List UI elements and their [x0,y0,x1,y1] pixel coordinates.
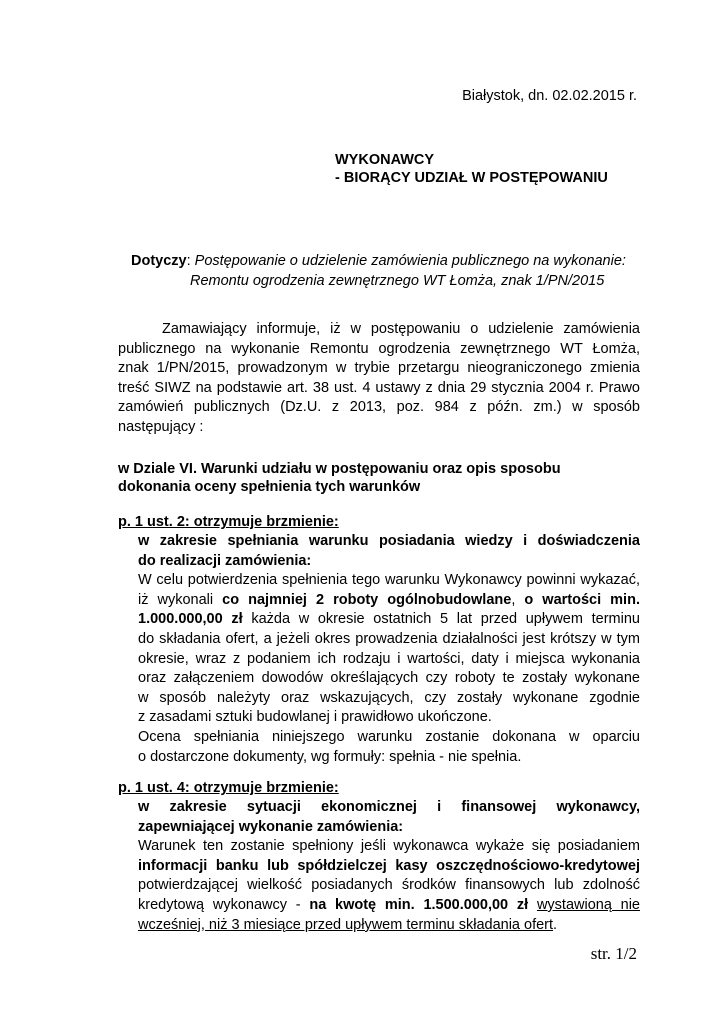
subject-line-1: Postępowanie o udzielenie zamówienia publicznego na wykonanie: [190,253,626,269]
intro-line: treść SIWZ na podstawie art. 38 ust. 4 ustawy z dnia 29 stycznia 2004 r. Prawo [118,379,640,396]
point-1-line: w sposób należyty oraz wskazujących, czy zostały wykonane zgodnie [138,689,640,706]
section-heading-line-1: w Dziale VI. Warunki udziału w postępowaniu oraz opis sposobu [118,461,561,477]
point-1-line: W celu potwierdzenia spełnienia tego warunku Wykonawcy powinni wykazać, [138,572,640,589]
text-run: iż wykonali [138,591,223,608]
point-2-line [138,916,640,936]
point-2-line: Warunek ten zostanie spełniony jeśli wykonawca wykaże się posiadaniem [138,838,640,855]
text-run: każda w okresie ostatnich 5 lat przed upływem terminu [242,611,640,628]
underlined-run: wcześniej, niż 3 miesiące przed upływem terminu składania ofert [138,916,554,933]
intro-line: następujący : [118,418,204,435]
section-heading [118,460,640,496]
point-1-line: w zakresie spełniania warunku posiadania wiedzy i doświadczenia [138,533,640,549]
point-1-line [138,610,640,630]
point-2-heading: p. 1 ust. 4: otrzymuje brzmienie: [118,780,339,796]
point-2-line: potwierdzającej wielkość posiadanych środków finansowych lub zdolność [138,877,640,894]
point-1-line: o dostarczone dokumenty, wg formuły: spełnia - nie spełnia. [138,748,522,765]
point-2-line: zapewniającej wykonanie zamówienia: [138,818,404,835]
bold-run: 1.000.000,00 zł [138,611,243,628]
page-number: str. 1/2 [590,944,637,963]
point-1-block [118,513,640,767]
point-1-line: do składania ofert, a jeżeli okres prowadzenia działalności jest krótszy w tym [138,630,640,647]
recipient-block [335,151,608,187]
point-1-line [138,591,640,611]
point-2-line: informacji banku lub spółdzielczej kasy oszczędnościowo-kredytowej [138,857,640,874]
text-run: . [553,916,558,933]
subject-label: Dotyczy [131,253,187,269]
intro-line: publicznego na wykonanie Remontu ogrodzenia zewnętrznego WT Łomża, [118,340,640,357]
section-heading-line-2: dokonania oceny spełnienia tych warunków [118,479,421,495]
point-1-line: okresie, wraz z podaniem ich rodzaju i wartości, daty i miejsca wykonania [138,650,640,667]
recipient-line-2: - BIORĄCY UDZIAŁ W POSTĘPOWANIU [335,170,608,186]
subject-line-2: Remontu ogrodzenia zewnętrznego WT Łomża, znak 1/PN/2015 [190,273,605,289]
point-1-line: do realizacji zamówienia: [138,552,312,569]
subject-colon: : [186,253,191,269]
point-2-line: w zakresie sytuacji ekonomicznej i finansowej wykonawcy, [138,799,640,815]
recipient-line-1: WYKONAWCY [335,152,435,168]
underlined-run: wystawioną nie [536,896,640,913]
text-run: , [511,591,525,608]
point-1-line: z zasadami sztuki budowlanej i prawidłowo ukończone. [138,709,492,726]
point-1-heading: p. 1 ust. 2: otrzymuje brzmienie: [118,514,339,530]
intro-line: znak 1/PN/2015, prowadzonym w trybie przetargu nieograniczonego zmienia [118,360,640,377]
subject-block [131,251,651,291]
point-2-block [118,779,640,935]
intro-paragraph [118,320,640,438]
point-2-line [138,896,640,916]
point-1-line: oraz załączeniem dowodów określających czy roboty te zostały wykonane [138,670,640,687]
bold-run: co najmniej 2 roboty ogólnobudowlane [222,591,512,608]
point-1-line: Ocena spełniania niniejszego warunku zostanie dokonana w oparciu [138,728,640,745]
intro-line: zamówień publicznych (Dz.U. z 2013, poz. 984 z późn. zm.) w sposób [118,399,640,416]
text-run: kredytową wykonawcy - [138,896,310,913]
bold-run: na kwotę min. 1.500.000,00 zł [309,896,529,913]
bold-run: o wartości min. [524,591,640,608]
text-run [528,897,537,913]
place-and-date: Białystok, dn. 02.02.2015 r. [462,88,637,104]
intro-line: Zamawiający informuje, iż w postępowaniu o udzielenie zamówienia [162,321,640,337]
